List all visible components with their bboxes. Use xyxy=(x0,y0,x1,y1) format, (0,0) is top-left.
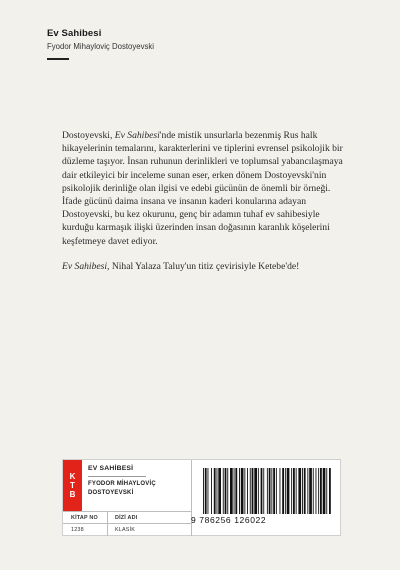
barcode-bar xyxy=(285,468,286,514)
barcode-bar xyxy=(247,468,248,514)
table-column-divider xyxy=(107,511,108,536)
barcode-bar xyxy=(241,468,244,514)
dizi-adi-value: KLASİK xyxy=(115,527,136,533)
book-author: Fyodor Mihayloviç Dostoyevski xyxy=(47,42,155,51)
barcode-bar xyxy=(205,468,207,514)
dizi-adi-header: DİZİ ADI xyxy=(115,515,138,521)
kitap-no-value: 1238 xyxy=(71,527,84,533)
logo-letter: K xyxy=(69,472,76,481)
barcode-bar xyxy=(252,468,254,514)
blurb-p2-italic-title: Ev Sahibesi xyxy=(62,260,108,272)
barcode-bar xyxy=(273,468,275,514)
blurb-p1-italic-title: Ev Sahibesi xyxy=(114,130,160,141)
barcode-bar xyxy=(309,468,312,514)
book-title: Ev Sahibesi xyxy=(47,28,102,39)
barcode-bar xyxy=(329,468,331,514)
barcode-bar xyxy=(287,468,290,514)
barcode-bar xyxy=(291,468,292,514)
barcode-bar xyxy=(258,468,259,514)
barcode-bar xyxy=(225,468,227,514)
card-author-line-2: DOSTOYEVSKİ xyxy=(88,489,134,496)
barcode-bar xyxy=(269,468,271,514)
barcode-bar xyxy=(318,468,319,514)
table-mid-border xyxy=(63,523,191,524)
barcode-bar xyxy=(296,468,297,514)
logo-letter: T xyxy=(70,481,75,490)
blurb-p2-body: , Nihal Yalaza Taluy'un titiz çevirisiyle Ketebe'de! xyxy=(107,260,300,272)
barcode-bar xyxy=(263,468,264,514)
barcode-bar xyxy=(267,468,268,514)
barcode-bar xyxy=(326,468,327,514)
barcode-bar xyxy=(230,468,233,514)
barcode-bar xyxy=(320,468,322,514)
title-divider xyxy=(47,58,69,60)
card-author-line-1: FYODOR MİHAYLOVİÇ xyxy=(88,481,156,487)
barcode-bar xyxy=(214,468,216,514)
barcode-bar xyxy=(271,468,272,514)
barcode-bar xyxy=(227,468,228,514)
blurb-p1-lead: Dostoyevski, xyxy=(62,130,115,141)
barcode-bar xyxy=(217,468,218,514)
barcode-bar xyxy=(218,468,221,514)
barcode-bar xyxy=(254,468,257,514)
blurb-paragraph-2 xyxy=(62,260,344,273)
barcode-bar xyxy=(298,468,301,514)
barcode-bar xyxy=(244,468,245,514)
logo-letter: B xyxy=(69,490,76,499)
barcode-bar xyxy=(282,468,284,514)
barcode-bar xyxy=(223,468,224,514)
barcode-bar xyxy=(323,468,326,514)
blurb-text xyxy=(62,129,344,285)
card-author xyxy=(88,480,158,497)
barcode-bar xyxy=(276,468,277,514)
card-title-divider xyxy=(88,476,146,477)
isbn-number: 9 786256 126022 xyxy=(191,515,267,525)
barcode xyxy=(203,468,331,514)
barcode-bar xyxy=(250,468,251,514)
barcode-bar xyxy=(235,468,237,514)
barcode-bar xyxy=(307,468,308,514)
barcode-bar xyxy=(203,468,204,514)
barcode-bar xyxy=(261,468,263,514)
barcode-bar xyxy=(239,468,240,514)
barcode-bar xyxy=(293,468,295,514)
barcode-bar xyxy=(234,468,235,514)
barcode-bar xyxy=(302,468,303,514)
barcode-bar xyxy=(304,468,306,514)
kitap-no-header: KİTAP NO xyxy=(71,515,98,521)
catalog-card xyxy=(62,459,341,536)
barcode-bar xyxy=(211,468,212,514)
barcode-bar xyxy=(313,468,314,514)
publisher-logo xyxy=(63,460,82,511)
barcode-bar xyxy=(208,468,209,514)
blurb-p1-body: 'nde mistik unsurlarla bezenmiş Rus halk hikayelerinin temalarını, karakterlerini ve tiplerini evrensel psikolojik bir düzleme taşıyor. İnsan ruhunun derinlikleri ve toplumsal yabancılaşmaya dair etkileyici bir inceleme sunan eser, erken dönem Dostoyevski'nin psikolojik derinliğe olan ilgisi ve edebi gücünün de önemli bir örneği. İfade gücünü daima insana ve insanın kaderi konularına adayan Dostoyevski, bu kez okurunu, genç bir adamın tuhaf ev sahibesiyle kurduğu karmaşık ilişki üzerinden insan doğasının karanlık köşelerini keşfetmeye davet ediyor. xyxy=(62,130,343,247)
barcode-bar xyxy=(280,468,281,514)
blurb-paragraph-1 xyxy=(62,129,344,248)
barcode-bar xyxy=(316,468,317,514)
table-top-border xyxy=(63,511,191,512)
card-title: EV SAHİBESİ xyxy=(88,465,134,472)
